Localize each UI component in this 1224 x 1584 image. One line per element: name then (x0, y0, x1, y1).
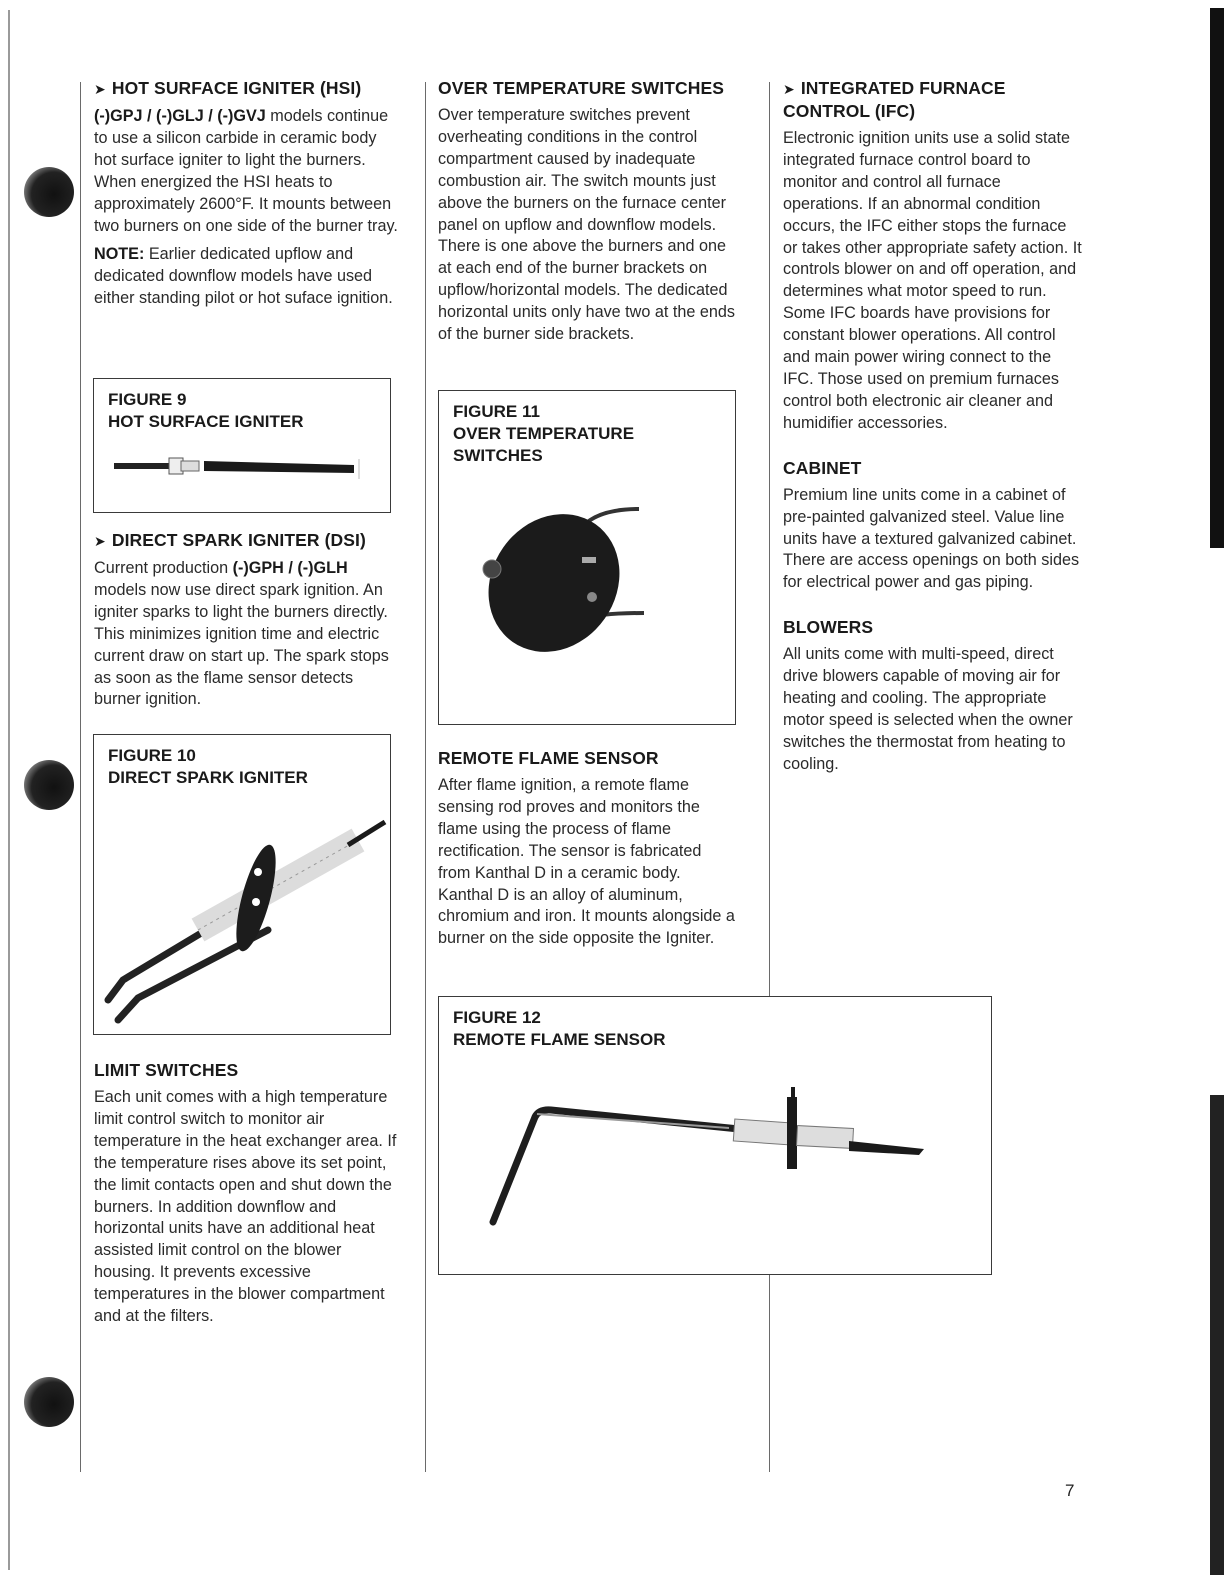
column-3 (783, 77, 1083, 783)
hsi-heading: ➤ HOT SURFACE IGNITER (HSI) (94, 78, 362, 98)
figure-11-caption: FIGURE 11 OVER TEMPERATURE SWITCHES (453, 402, 635, 465)
figure-12 (438, 996, 992, 1275)
cabinet-paragraph: Premium line units come in a cabinet of pre-painted galvanized steel. Value line units have a textured galvanized cabinet. There are access openings on both sides for electrical power and gas piping. (783, 485, 1080, 592)
page-number: 7 (1065, 1481, 1075, 1500)
ifc-paragraph: Electronic ignition units use a solid state integrated furnace control board to monitor and control all furnace operations. If an abnormal condition occurs, the IFC either stops the furnace or takes other appropriate safety action. It controls blower on and off operation, and determines what motor speed to run. Some IFC boards have provisions for constant blower operations. All control and main power wiring connect to the IFC. Those used on premium furnaces control both electronic air cleaner and humidifier accessories. (783, 129, 1082, 432)
cabinet-heading: CABINET (783, 457, 862, 478)
column-1-limit (94, 1059, 399, 1335)
blowers-heading: BLOWERS (783, 617, 874, 638)
column-1-dsi (94, 529, 399, 718)
figure-10-caption: FIGURE 10 DIRECT SPARK IGNITER (108, 746, 308, 787)
limit-switches-paragraph: Each unit comes with a high temperature limit control switch to monitor air temperature in the heat exchanger area. If the temperature rises above its set point, the limit contacts open and shut down the burners. In addition downflow and horizontal units have an additional heat assisted limit control on the blower housing. It prevents excessive temperatures in the blower compartment and at the filters. (94, 1088, 397, 1326)
column-rule-2 (425, 82, 426, 1472)
remote-flame-sensor-image (479, 1077, 939, 1237)
right-edge-bar-bottom (1210, 1095, 1224, 1575)
blowers-paragraph: All units come with multi-speed, direct drive blowers capable of moving air for heating and cooling. The appropriate motor speed is selected when the owner switches the thermostat from heating to cooling. (783, 645, 1073, 773)
binder-hole-bottom (24, 1377, 74, 1427)
arrow-bullet-icon: ➤ (94, 81, 106, 97)
ifc-heading: ➤ INTEGRATED FURNACE CONTROL (IFC) (783, 78, 1006, 121)
figure-12-caption: FIGURE 12 REMOTE FLAME SENSOR (453, 1008, 666, 1049)
hsi-paragraph: (-)GPJ / (-)GLJ / (-)GVJ models continue to use a silicon carbide in ceramic body hot surface igniter to light the burners. When energized the HSI heats to approximately 2600°F. It mounts between two burners on one side of the burner tray. (94, 107, 398, 235)
arrow-bullet-icon: ➤ (783, 81, 795, 97)
note-paragraph: NOTE: Earlier dedicated upflow and dedicated downflow models have used either standing pilot or hot suface ignition. (94, 245, 393, 308)
dsi-paragraph: Current production (-)GPH / (-)GLH models now use direct spark ignition. An igniter sparks to light the burners directly. This minimizes ignition time and electric current draw on start up. The spark stops as soon as the flame sensor detects burner ignition. (94, 559, 389, 709)
figure-9 (93, 378, 391, 513)
arrow-bullet-icon: ➤ (94, 533, 106, 549)
remote-flame-sensor-paragraph: After flame ignition, a remote flame sensing rod proves and monitors the flame using the process of flame rectification. The sensor is fabricated from Kanthal D in a ceramic body. Kanthal D is an alloy of aluminum, chromium and iron. It mounts alongside a burner on the side opposite the Igniter. (438, 776, 735, 948)
left-page-edge (8, 10, 10, 1570)
over-temperature-heading: OVER TEMPERATURE SWITCHES (438, 78, 725, 98)
limit-switches-heading: LIMIT SWITCHES (94, 1060, 239, 1080)
figure-11 (438, 390, 736, 725)
figure-10 (93, 734, 391, 1035)
over-temperature-paragraph: Over temperature switches prevent overheating conditions in the control compartment caused by inadequate combustion air. The switch mounts just above the burners on the furnace center panel on upflow and downflow models. There is one above the burners and one at each end of the burner brackets on upflow/horizontal models. The dedicated horizontal units only have two at the ends of the burner side brackets. (438, 106, 735, 344)
remote-flame-sensor-heading: REMOTE FLAME SENSOR (438, 748, 659, 768)
direct-spark-igniter-image (98, 810, 388, 1030)
right-edge-bar-top (1210, 8, 1224, 548)
hot-surface-igniter-image (109, 449, 379, 499)
dsi-heading: ➤ DIRECT SPARK IGNITER (DSI) (94, 530, 366, 550)
column-rule-1 (80, 82, 81, 1472)
column-2-rfs (438, 747, 738, 957)
column-2 (438, 77, 738, 353)
binder-hole-middle (24, 760, 74, 810)
column-1 (94, 77, 399, 317)
figure-9-caption: FIGURE 9 HOT SURFACE IGNITER (108, 390, 304, 431)
binder-hole-top (24, 167, 74, 217)
over-temperature-switch-image (474, 501, 654, 661)
